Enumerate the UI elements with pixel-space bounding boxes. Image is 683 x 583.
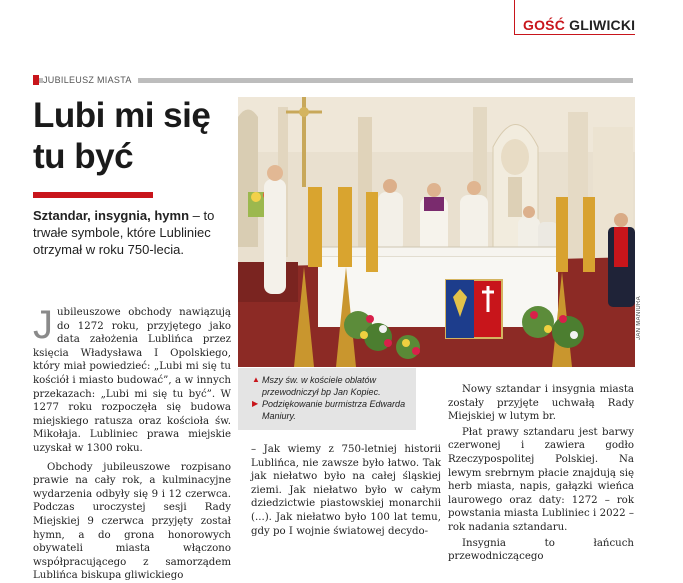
col3-paragraph-2: Płat prawy sztandaru jest barwy czerwonej i zawiera godło Rzeczypospolitej Polskiej. Na lewym srebrnym płacie znajdują się herb miasta, napis, gałązki wieńca laurowego oraz daty: 1272 – rok powstania miasta Lubliniec i 2022 – rok nadania sztandaru. xyxy=(448,426,634,533)
section-label: JUBILEUSZ MIASTA xyxy=(43,75,138,85)
caption-up-arrow-icon: ▲ xyxy=(252,375,260,384)
church-mass-illustration xyxy=(238,97,635,367)
col3-paragraph-1: Nowy sztandar i insygnia miasta zostały przyjęte uchwałą Rady Miejskiej w lutym br. xyxy=(448,384,634,423)
photo-caption xyxy=(252,374,410,422)
headline-red-rule xyxy=(33,192,153,198)
text-column-1 xyxy=(33,303,231,583)
article-photo xyxy=(238,97,635,367)
lead-bold: Sztandar, insygnia, hymn xyxy=(33,208,190,223)
masthead-brand[interactable] xyxy=(523,17,635,33)
brand-part2: GLIWICKI xyxy=(569,17,636,33)
drop-cap: J xyxy=(33,303,53,347)
col2-paragraph-1: – Jak wiemy z 750-letniej historii Lublińca, nie zawsze było łatwo. Tak jak niełatwo było na całej śląskiej ziemi. Jak niełatwo było w całym dziedzictwie piastowskiej monarchii (...). Jak niełatwo było 100 lat temu, gdy po I wojnie światowej decydo- xyxy=(251,444,441,537)
caption-text-2: Podziękowanie burmistrza Edwarda Maniury. xyxy=(262,399,406,421)
photo-caption-box xyxy=(238,368,416,430)
brand-part1: GOŚĆ xyxy=(523,17,566,33)
headline-line2: tu być xyxy=(33,137,134,176)
masthead xyxy=(514,0,635,35)
article-lead xyxy=(33,207,233,258)
col3-paragraph-3: Insygnia to łańcuch przewodniczącego xyxy=(448,537,634,563)
col1-paragraph-2: Obchody jubileuszowe rozpisano prawie na cały rok, a kulminacyjne wydarzenia odbyły się 9 i 12 czerwca. Podczas uroczystej sesji Rady Miejskiej 9 czerwca przyjęty został hymn, a do grona honorowych obywateli miasta włączono współpracującego z samorządem Lublińca biskupa gliwickiego xyxy=(33,461,231,582)
caption-item-2 xyxy=(252,398,410,422)
section-accent-tick xyxy=(33,75,39,85)
caption-text-1: Mszy św. w kościele oblatów przewodniczył bp Jan Kopiec. xyxy=(262,375,381,397)
text-column-3 xyxy=(448,383,634,564)
section-bar xyxy=(33,75,633,85)
lead-rest: – to trwałe symbole, które Lubliniec otrzymał w roku 750-lecia. xyxy=(33,208,215,257)
article-headline xyxy=(33,95,233,177)
col1-paragraph-1: ubileuszowe obchody nawiązują do 1272 roku, przyjętego jako data założenia Lublińca przez księcia Władysława I Opolskiego, który miał powiedzieć: „Lubi mi się tu kościół i miasto budować”, a w innych przekazach: „Lubi mi się tu być”. W 1277 roku rozpoczęła się budowa miejskiego ratusza oraz kościoła św. Mikołaja. Lubliniec prawa miejskie uzyskał w 1300 roku. xyxy=(33,307,231,454)
photo-credit: JAN MANIURA xyxy=(636,296,642,340)
caption-right-arrow-icon: ▶ xyxy=(252,399,259,408)
caption-item-1 xyxy=(252,374,410,398)
text-column-2 xyxy=(251,443,441,538)
headline-line1: Lubi mi się xyxy=(33,96,211,135)
